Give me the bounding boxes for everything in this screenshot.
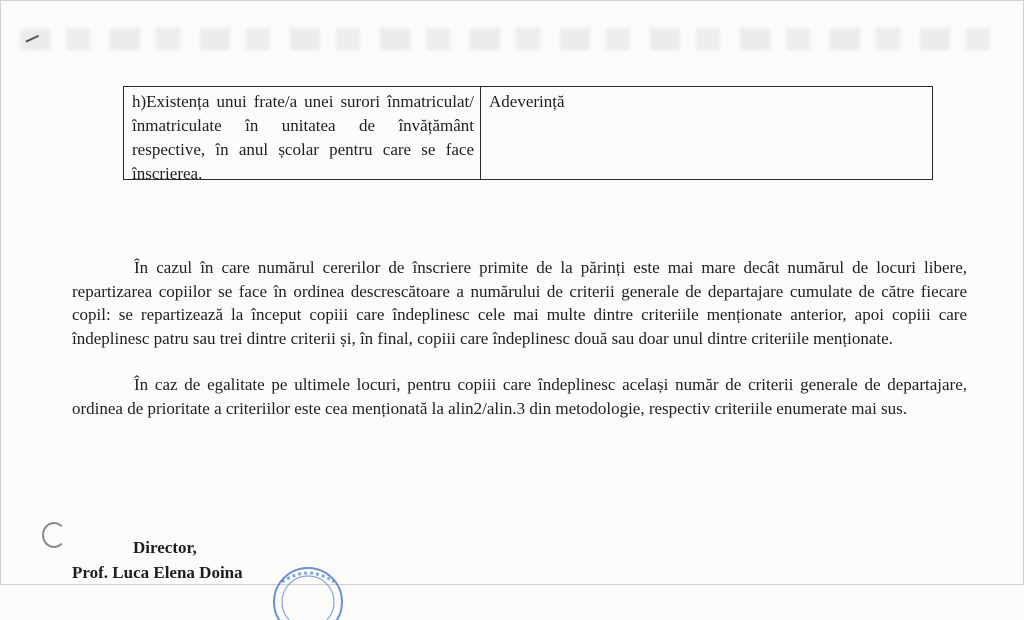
official-stamp	[268, 560, 348, 620]
punch-hole-mark	[42, 522, 66, 548]
faded-header-bleed	[20, 28, 1010, 50]
criteria-table	[123, 86, 933, 183]
paragraph-tie-break-rule: În caz de egalitate pe ultimele locuri, pentru copiii care îndeplinesc același număr de criterii generale de departajare, ordinea de prioritate a criteriilor este cea menționată la alin2/alin.3 din metodologie, respectiv criteriile enumerate mai sus.	[72, 375, 967, 418]
document-cell: Adeverință	[489, 92, 565, 111]
signature-title: Director,	[133, 538, 197, 557]
criterion-cell: h)Existența unui frate/a unei surori înmatriculat/înmatriculate în unitatea de învățământ respective, în anul școlar pentru care se face înscrierea.	[124, 87, 481, 179]
paragraph-allocation-rule: În cazul în care numărul cererilor de înscriere primite de la părinți este mai mare decât numărul de locuri libere, repartizarea copiilor se face în ordinea descrescătoare a numărului de criterii generale de departajare cumulate de către fiecare copil: se repartizează la început copiii care îndeplinesc cele mai multe dintre criteriile menționate anterior, apoi copiii care îndeplinesc patru sau trei dintre criterii și, în final, copiii care îndeplinesc două sau doar unul dintre criteriile menționate.	[72, 258, 967, 348]
signature-name: Prof. Luca Elena Doina	[72, 563, 243, 582]
